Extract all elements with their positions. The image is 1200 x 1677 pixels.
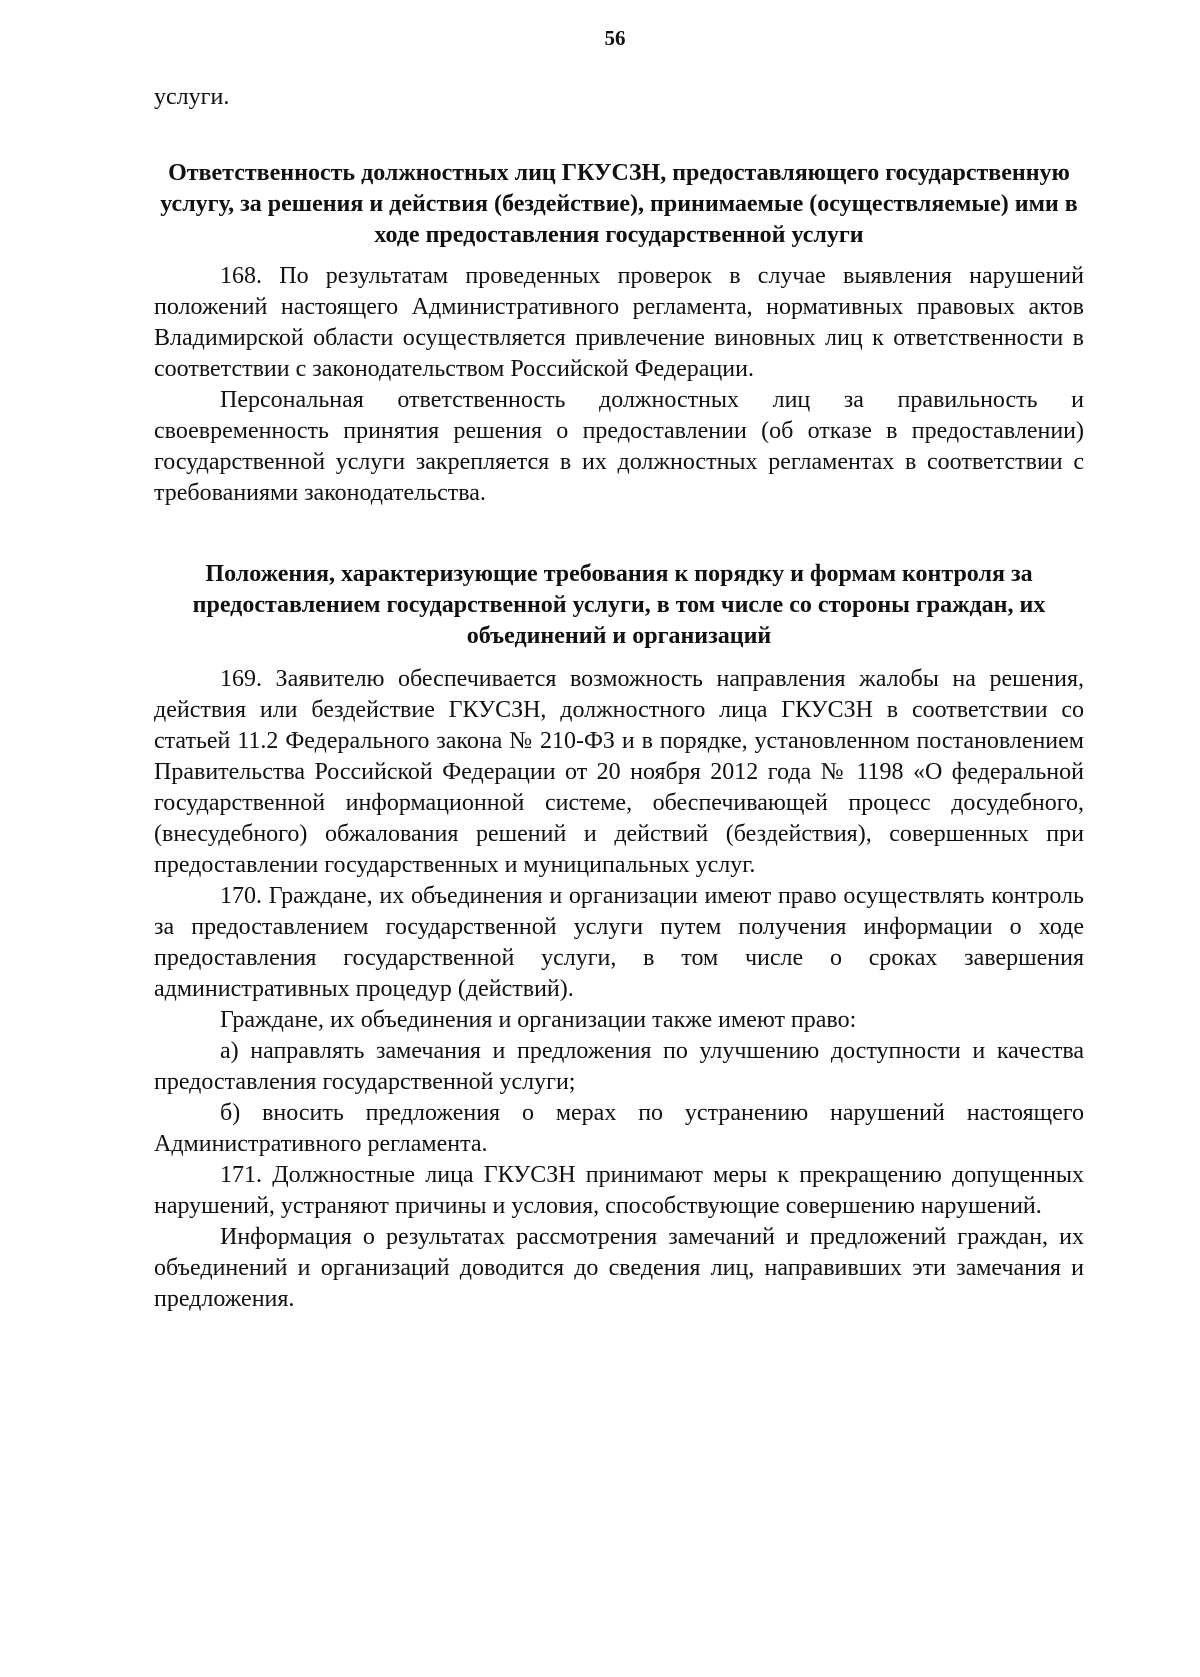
- paragraph-169: 169. Заявителю обеспечивается возможность направления жалобы на решения, действия или бездействие ГКУСЗН, должностного лица ГКУСЗН в соответствии со статьей 11.2 Федерального закона № 210-ФЗ и в порядке, установленном постановлением Правительства Российской Федерации от 20 ноября 2012 года № 1198 «О федеральной государственной информационной системе, обеспечивающей процесс досудебного, (внесудебного) обжалования решений и действий (бездействия), совершенных при предоставлении государственных и муниципальных услуг.: [154, 666, 1084, 878]
- section-heading-control: Положения, характеризующие требования к порядку и формам контроля за предоставлением государственной услуги, в том числе со стороны граждан, их объединений и организаций: [192, 561, 1046, 649]
- paragraph-information: Информация о результатах рассмотрения замечаний и предложений граждан, их объединений и организаций доводится до сведения лиц, направивших эти замечания и предложения.: [154, 1224, 1084, 1312]
- document-body: [154, 82, 1084, 1315]
- section-heading-responsibility: Ответственность должностных лиц ГКУСЗН, предоставляющего государственную услугу, за решения и действия (бездействие), принимаемые (осуществляемые) ими в ходе предоставления государственной услуги: [160, 160, 1078, 248]
- list-item-b: б) вносить предложения о мерах по устранению нарушений настоящего Административного регламента.: [154, 1100, 1084, 1157]
- paragraph-personal-responsibility: Персональная ответственность должностных лиц за правильность и своевременность принятия решения о предоставлении (об отказе в предоставлении) государственной услуги закрепляется в их должностных регламентах в соответствии с требованиями законодательства.: [154, 387, 1084, 506]
- page-number: 56: [604, 26, 626, 50]
- continuation-text: услуги.: [154, 84, 230, 110]
- list-item-a: а) направлять замечания и предложения по улучшению доступности и качества предоставления государственной услуги;: [154, 1038, 1084, 1095]
- paragraph-168: 168. По результатам проведенных проверок в случае выявления нарушений положений настоящего Административного регламента, нормативных правовых актов Владимирской области осуществляется привлечение виновных лиц к ответственности в соответствии с законодательством Российской Федерации.: [154, 263, 1084, 382]
- paragraph-citizens-rights: Граждане, их объединения и организации также имеют право:: [220, 1007, 857, 1033]
- paragraph-171: 171. Должностные лица ГКУСЗН принимают меры к прекращению допущенных нарушений, устраняют причины и условия, способствующие совершению нарушений.: [154, 1162, 1084, 1219]
- paragraph-170: 170. Граждане, их объединения и организации имеют право осуществлять контроль за предоставлением государственной услуги путем получения информации о ходе предоставления государственной услуги, в том числе о сроках завершения административных процедур (действий).: [154, 883, 1084, 1002]
